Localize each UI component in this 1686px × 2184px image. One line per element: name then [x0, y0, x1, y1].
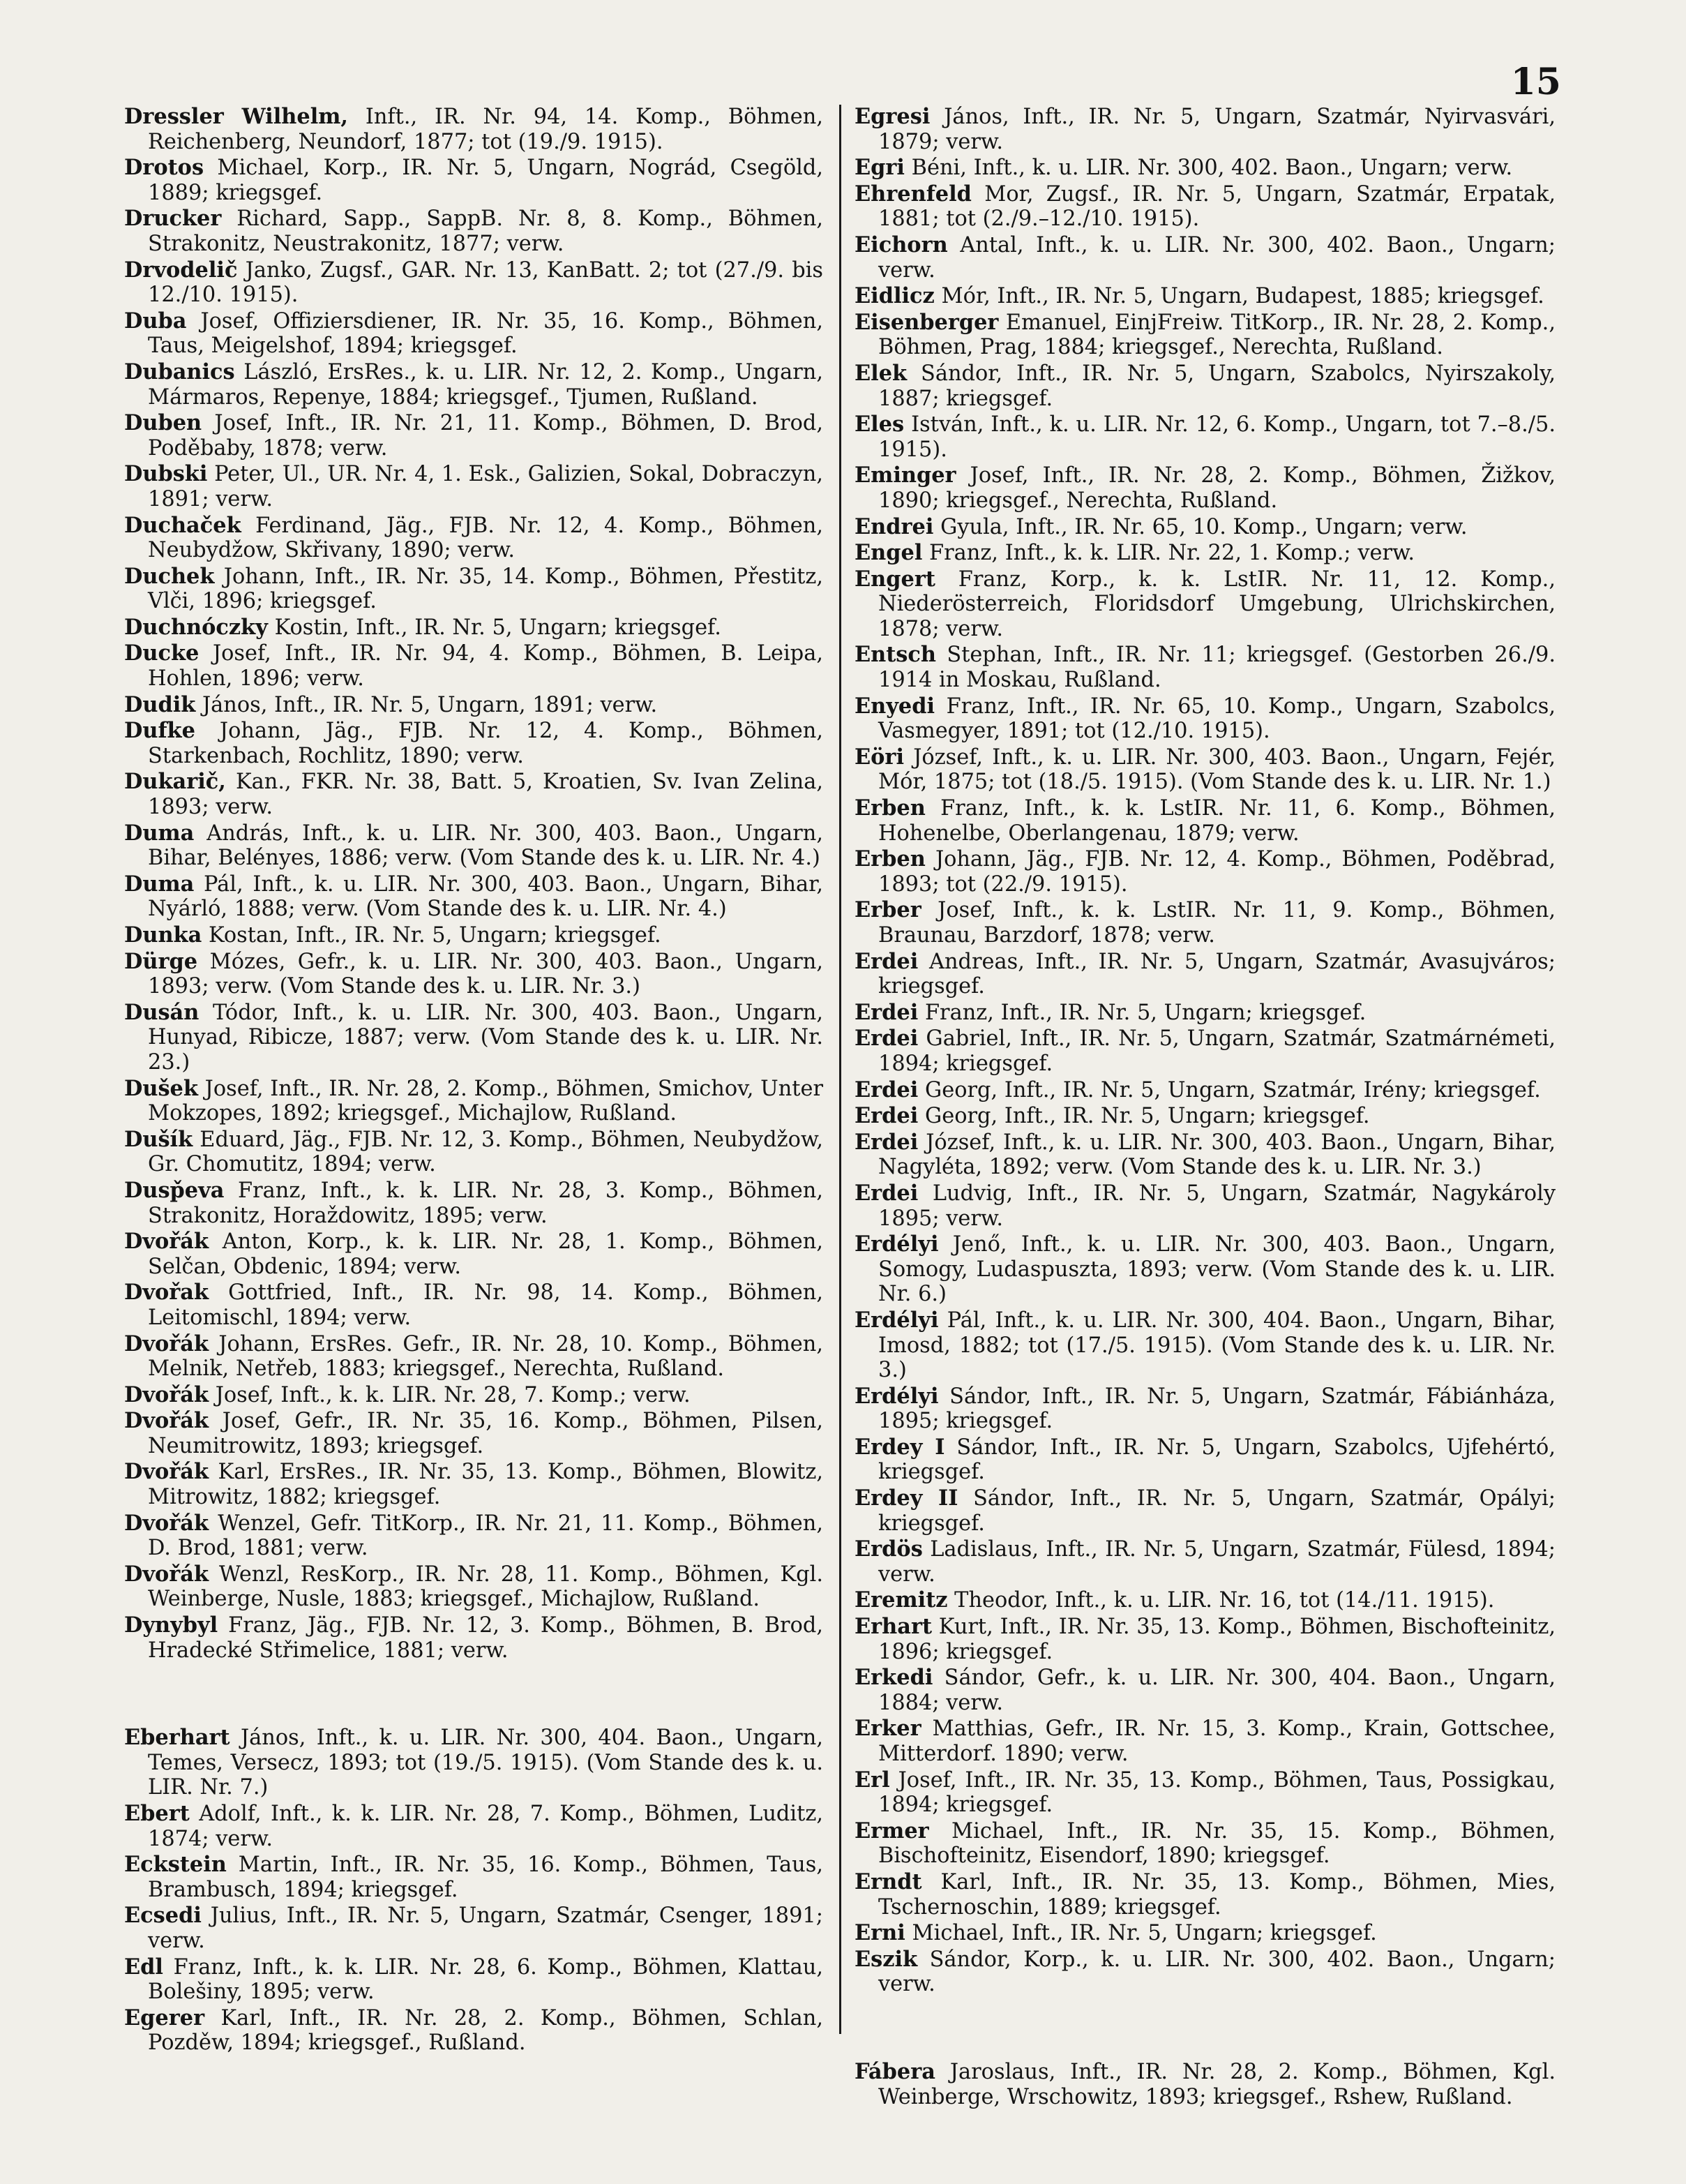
entry-surname: Erdei [855, 948, 919, 974]
entry-surname: Eöri [855, 744, 904, 770]
entry-surname: Engert [855, 566, 935, 592]
entry-surname: Erl [855, 1767, 890, 1793]
entry-details: Martin, Inft., IR. Nr. 35, 16. Komp., Böhmen, Taus, Brambusch, 1894; kriegsgef. [148, 1853, 823, 1902]
entry-details: Josef, Inft., IR. Nr. 21, 11. Komp., Böhmen, D. Brod, Poděbaby, 1878; verw. [148, 411, 823, 461]
entry-details: Jaroslaus, Inft., IR. Nr. 28, 2. Komp., Böhmen, Kgl. Weinberge, Wrschowitz, 1893; kriegsgef., Rshew, Rußland. [878, 2059, 1556, 2109]
entry-surname: Dubanics [124, 359, 235, 384]
entry-surname: Erben [855, 846, 926, 872]
entry-surname: Erdei [855, 1026, 919, 1052]
entry-details: Georg, Inft., IR. Nr. 5, Ungarn; kriegsgef. [918, 1104, 1370, 1129]
roster-entry [124, 105, 823, 154]
roster-entry [855, 643, 1556, 692]
entry-details: Janko, Zugsf., GAR. Nr. 13, KanBatt. 2; tot (27./9. bis 12./10. 1915). [148, 257, 823, 308]
entry-details: Johann, ErsRes. Gefr., IR. Nr. 28, 10. Komp., Böhmen, Melnik, Netřeb, 1883; kriegsgef., Nerechta, Rußland. [148, 1331, 823, 1382]
entry-surname: Dvořak [124, 1280, 209, 1306]
left-column [124, 105, 823, 2057]
roster-entry [124, 693, 823, 718]
roster-entry [855, 541, 1556, 566]
entry-surname: Dynybyl [124, 1613, 218, 1638]
roster-entry [855, 1615, 1556, 1664]
roster-entry [855, 567, 1556, 642]
roster-entry [124, 1511, 823, 1561]
entry-details: Mór, Inft., IR. Nr. 5, Ungarn, Budapest, 1885; kriegsgef. [934, 284, 1544, 309]
entry-details: Sándor, Inft., IR. Nr. 5, Ungarn, Szabolcs, Ujfehértó, kriegsgef. [878, 1435, 1556, 1485]
entry-surname: Dvořák [124, 1382, 209, 1407]
entry-details: Eduard, Jäg., FJB. Nr. 12, 3. Komp., Böhmen, Neubydžow, Gr. Chomutitz, 1894; verw. [148, 1127, 823, 1177]
roster-entry [855, 1768, 1556, 1818]
entry-surname: Egri [855, 155, 905, 181]
roster-entry [124, 1128, 823, 1177]
entry-details: Karl, ErsRes., IR. Nr. 35, 13. Komp., Böhmen, Blowitz, Mitrowitz, 1882; kriegsgef. [148, 1460, 823, 1510]
entry-details: Ladislaus, Inft., IR. Nr. 5, Ungarn, Szatmár, Fülesd, 1894; verw. [878, 1537, 1556, 1587]
roster-entry [855, 311, 1556, 360]
roster-entry [855, 694, 1556, 744]
entry-surname: Fábera [855, 2058, 935, 2084]
roster-entry [855, 1026, 1556, 1076]
entry-surname: Erber [855, 897, 921, 923]
roster-entry [124, 1409, 823, 1458]
entry-details: Inft., IR. Nr. 94, 14. Komp., Böhmen, Reichenberg, Neundorf, 1877; tot (19./9. 1915). [148, 105, 823, 154]
entry-surname: Eles [855, 412, 905, 437]
entry-details: József, Inft., k. u. LIR. Nr. 300, 403. Baon., Ungarn, Bihar, Nagyléta, 1892; verw. (Vom Stande des k. u. LIR. Nr. 3.) [878, 1130, 1556, 1180]
entry-details: Franz, Inft., k. k. LstIR. Nr. 11, 6. Komp., Böhmen, Hohenelbe, Oberlangenau, 1879; verw. [878, 796, 1556, 846]
entry-details: Richard, Sapp., SappB. Nr. 8, 8. Komp., Böhmen, Strakonitz, Neustrakonitz, 1877; verw. [148, 207, 823, 256]
entry-surname: Erdélyi [855, 1232, 939, 1257]
entry-details: József, Inft., k. u. LIR. Nr. 300, 403. Baon., Ungarn, Fejér, Mór, 1875; tot (18./5. 1915). (Vom Stande des k. u. LIR. Nr. 1.) [878, 745, 1556, 795]
entry-details: Franz, Inft., IR. Nr. 65, 10. Komp., Ungarn, Szabolcs, Vasmegyer, 1891; tot (12./10. 1915). [878, 694, 1556, 744]
entry-surname: Eisenberger [855, 309, 999, 335]
entry-details: Franz, Inft., k. k. LIR. Nr. 28, 6. Komp., Böhmen, Klattau, Bolešiny, 1895; verw. [148, 1954, 823, 2005]
entry-surname: Eckstein [124, 1852, 227, 1878]
entry-details: Franz, Inft., IR. Nr. 5, Ungarn; kriegsgef. [918, 1000, 1367, 1025]
entry-surname: Ehrenfeld [855, 181, 972, 207]
entry-surname: Dudik [124, 691, 196, 717]
roster-entry [855, 2060, 1556, 2109]
entry-details: Pál, Inft., k. u. LIR. Nr. 300, 403. Baon., Ungarn, Bihar, Nyárló, 1888; verw. (Vom Stande des k. u. LIR. Nr. 4.) [148, 872, 823, 922]
roster-entry [124, 1903, 823, 1953]
roster-entry [855, 1384, 1556, 1434]
roster-entry [855, 1537, 1556, 1587]
entry-details: Franz, Jäg., FJB. Nr. 12, 3. Komp., Böhmen, B. Brod, Hradecké Střimelice, 1881; verw. [148, 1613, 823, 1663]
roster-entry [124, 1001, 823, 1075]
entry-surname: Eberhart [124, 1725, 230, 1751]
entry-surname: Dubski [124, 461, 208, 487]
roster-entry [855, 233, 1556, 283]
entry-details: Tódor, Inft., k. u. LIR. Nr. 300, 403. Baon., Ungarn, Hunyad, Ribicze, 1887; verw. (Vom Stande des k. u. LIR. Nr. 23.) [148, 1000, 823, 1075]
roster-entry [124, 872, 823, 922]
entry-details: Gottfried, Inft., IR. Nr. 98, 14. Komp., Böhmen, Leitomischl, 1894; verw. [148, 1280, 823, 1330]
roster-entry [855, 1130, 1556, 1180]
roster-entry [124, 514, 823, 563]
roster-entry [855, 361, 1556, 411]
entry-details: Wenzl, ResKorp., IR. Nr. 28, 11. Komp., Böhmen, Kgl. Weinberge, Nusle, 1883; kriegsgef., Michajlow, Rußland. [148, 1562, 823, 1612]
entry-details: Josef, Inft., k. k. LIR. Nr. 28, 7. Komp.; verw. [209, 1382, 691, 1407]
entry-surname: Duchek [124, 563, 215, 589]
entry-surname: Duben [124, 410, 202, 436]
entry-details: Adolf, Inft., k. k. LIR. Nr. 28, 7. Komp., Böhmen, Luditz, 1874; verw. [148, 1802, 823, 1851]
page-number: 15 [1510, 61, 1561, 103]
entry-surname: Erdélyi [855, 1383, 939, 1409]
roster-entry [855, 105, 1556, 154]
entry-surname: Drucker [124, 206, 222, 232]
roster-entry [124, 1613, 823, 1663]
entry-details: Sándor, Inft., IR. Nr. 5, Ungarn, Szatmár, Opályi; kriegsgef. [878, 1486, 1556, 1536]
roster-entry [855, 1001, 1556, 1026]
roster-entry [124, 309, 823, 359]
entry-surname: Drvodelič [124, 257, 238, 283]
entry-surname: Erdei [855, 1077, 919, 1102]
roster-entry [855, 515, 1556, 540]
roster-entry [855, 1232, 1556, 1307]
entry-details: Josef, Offiziersdiener, IR. Nr. 35, 16. Komp., Böhmen, Taus, Meigelshof, 1894; kriegsgef. [148, 308, 823, 359]
entry-details: Sándor, Korp., k. u. LIR. Nr. 300, 402. Baon., Ungarn; verw. [878, 1947, 1556, 1997]
entry-details: Kostin, Inft., IR. Nr. 5, Ungarn; kriegsgef. [267, 615, 721, 640]
entry-details: Matthias, Gefr., IR. Nr. 15, 3. Komp., Krain, Gottschee, Mitterdorf. 1890; verw. [878, 1716, 1556, 1766]
entry-details: Antal, Inft., k. u. LIR. Nr. 300, 402. Baon., Ungarn; verw. [878, 232, 1556, 283]
roster-entry [855, 1716, 1556, 1766]
entry-details: Wenzel, Gefr. TitKorp., IR. Nr. 21, 11. Komp., Böhmen, D. Brod, 1881; verw. [148, 1511, 823, 1561]
entry-surname: Entsch [855, 642, 937, 668]
entry-surname: Erdey II [855, 1486, 958, 1511]
roster-entry [855, 796, 1556, 846]
roster-entry [124, 1229, 823, 1279]
entry-surname: Dvořák [124, 1408, 209, 1434]
roster-entry [124, 1726, 823, 1800]
roster-entry [124, 770, 823, 819]
entry-details: Karl, Inft., IR. Nr. 28, 2. Komp., Böhmen, Schlan, Pozděw, 1894; kriegsgef., Rußland. [148, 2005, 823, 2056]
roster-entry [124, 1562, 823, 1612]
entry-details: Karl, Inft., IR. Nr. 35, 13. Komp., Böhmen, Mies, Tschernoschin, 1889; kriegsgef. [878, 1869, 1556, 1920]
entry-surname: Dufke [124, 718, 195, 744]
entry-details: János, Inft., k. u. LIR. Nr. 300, 404. Baon., Ungarn, Temes, Versecz, 1893; tot (19./5. 1915). (Vom Stande des k. u. LIR. Nr. 7.) [148, 1726, 823, 1800]
entry-details: Julius, Inft., IR. Nr. 5, Ungarn, Szatmár, Csenger, 1891; verw. [148, 1903, 823, 1953]
entry-details: Jenő, Inft., k. u. LIR. Nr. 300, 403. Baon., Ungarn, Somogy, Ludaspuszta, 1893; verw. (Vom Stande des k. u. LIR. Nr. 6.) [878, 1232, 1556, 1307]
roster-entry [855, 1486, 1556, 1536]
entry-surname: Edl [124, 1954, 163, 1980]
entry-surname: Dressler Wilhelm, [124, 104, 348, 129]
column-divider [839, 105, 841, 2034]
roster-entry [124, 2006, 823, 2056]
entry-details: András, Inft., k. u. LIR. Nr. 300, 403. Baon., Ungarn, Bihar, Belényes, 1886; verw. (Vom Stande des k. u. LIR. Nr. 4.) [148, 821, 823, 871]
entry-surname: Dvořák [124, 1561, 209, 1587]
entry-details: László, ErsRes., k. u. LIR. Nr. 12, 2. Komp., Ungarn, Mármaros, Repenye, 1884; kriegsgef., Tjumen, Rußland. [148, 359, 823, 410]
entry-surname: Ducke [124, 641, 200, 666]
entry-surname: Dürge [124, 948, 198, 974]
entry-surname: Eidlicz [855, 283, 935, 309]
entry-surname: Dvořák [124, 1510, 209, 1536]
entry-details: Anton, Korp., k. k. LIR. Nr. 28, 1. Komp., Böhmen, Selčan, Obdenic, 1894; verw. [148, 1229, 823, 1279]
entry-surname: Dvořák [124, 1459, 209, 1485]
roster-entry [124, 1460, 823, 1509]
entry-details: Josef, Gefr., IR. Nr. 35, 16. Komp., Böhmen, Pilsen, Neumitrowitz, 1893; kriegsgef. [148, 1409, 823, 1458]
roster-entry [855, 745, 1556, 795]
entry-surname: Erdös [855, 1536, 923, 1562]
entry-surname: Erndt [855, 1869, 922, 1894]
roster-entry [855, 1947, 1556, 1997]
roster-entry [855, 1666, 1556, 1715]
roster-entry [124, 564, 823, 614]
entry-details: Emanuel, EinjFreiw. TitKorp., IR. Nr. 28, 2. Komp., Böhmen, Prag, 1884; kriegsgef., Nerechta, Rußland. [878, 310, 1556, 360]
entry-details: Mózes, Gefr., k. u. LIR. Nr. 300, 403. Baon., Ungarn, 1893; verw. (Vom Stande des k. u. LIR. Nr. 3.) [148, 949, 823, 999]
entry-surname: Dušek [124, 1075, 198, 1101]
roster-entry [124, 1955, 823, 2005]
roster-entry [855, 1104, 1556, 1129]
entry-details: Theodor, Inft., k. u. LIR. Nr. 16, tot (14./11. 1915). [947, 1588, 1495, 1613]
entry-details: Andreas, Inft., IR. Nr. 5, Ungarn, Szatmár, Avasujváros; kriegsgef. [878, 949, 1556, 999]
entry-details: Béni, Inft., k. u. LIR. Nr. 300, 402. Baon., Ungarn; verw. [904, 156, 1513, 181]
entry-surname: Eszik [855, 1946, 918, 1972]
roster-entry [855, 1435, 1556, 1485]
roster-entry [124, 258, 823, 308]
entry-details: Franz, Inft., k. k. LIR. Nr. 28, 3. Komp., Böhmen, Strakonitz, Horaždowitz, 1895; verw. [148, 1178, 823, 1228]
entry-details: Ferdinand, Jäg., FJB. Nr. 12, 4. Komp., Böhmen, Neubydžow, Skřivany, 1890; verw. [148, 513, 823, 563]
entry-surname: Dukarič, [124, 769, 226, 795]
right-column [855, 105, 1556, 2111]
entry-details: Gabriel, Inft., IR. Nr. 5, Ungarn, Szatmár, Szatmárnémeti, 1894; kriegsgef. [878, 1026, 1556, 1076]
roster-entry [855, 1078, 1556, 1103]
roster-entry [855, 463, 1556, 513]
entry-details: Sándor, Inft., IR. Nr. 5, Ungarn, Szatmár, Fábiánháza, 1895; kriegsgef. [878, 1384, 1556, 1434]
entry-details: Michael, Inft., IR. Nr. 35, 15. Komp., Böhmen, Bischofteinitz, Eisendorf, 1890; kriegsgef. [878, 1818, 1556, 1869]
entry-surname: Eremitz [855, 1587, 948, 1613]
roster-entry [855, 182, 1556, 232]
entry-details: Sándor, Inft., IR. Nr. 5, Ungarn, Szabolcs, Nyirszakoly, 1887; kriegsgef. [878, 361, 1556, 411]
entry-surname: Ecsedi [124, 1903, 202, 1929]
entry-surname: Egresi [855, 104, 931, 129]
section-gap [855, 1998, 1556, 2060]
roster-entry [124, 207, 823, 256]
roster-entry [124, 462, 823, 511]
entry-surname: Elek [855, 360, 908, 386]
entry-surname: Erker [855, 1716, 921, 1742]
roster-entry [124, 1179, 823, 1228]
roster-entry [855, 1181, 1556, 1231]
roster-entry [124, 1077, 823, 1126]
entry-surname: Endrei [855, 514, 934, 539]
entry-details: Ludvig, Inft., IR. Nr. 5, Ungarn, Szatmár, Nagykároly 1895; verw. [878, 1181, 1556, 1231]
entry-surname: Erni [855, 1920, 905, 1946]
entry-details: Kostan, Inft., IR. Nr. 5, Ungarn; kriegsgef. [202, 923, 661, 948]
entry-surname: Erdei [855, 1180, 919, 1206]
entry-surname: Erdei [855, 1103, 919, 1129]
entry-surname: Dusán [124, 999, 200, 1025]
entry-details: István, Inft., k. u. LIR. Nr. 12, 6. Komp., Ungarn, tot 7.–8./5. 1915). [878, 412, 1556, 462]
entry-details: Johann, Jäg., FJB. Nr. 12, 4. Komp., Böhmen, Poděbrad, 1893; tot (22./9. 1915). [878, 847, 1556, 897]
entry-details: Mor, Zugsf., IR. Nr. 5, Ungarn, Szatmár, Erpatak, 1881; tot (2./9.–12./10. 1915). [878, 181, 1556, 232]
entry-surname: Ebert [124, 1801, 190, 1826]
entry-surname: Erhart [855, 1614, 933, 1640]
entry-details: Michael, Korp., IR. Nr. 5, Ungarn, Nográd, Csegöld, 1889; kriegsgef. [148, 156, 823, 205]
entry-details: Sándor, Gefr., k. u. LIR. Nr. 300, 404. Baon., Ungarn, 1884; verw. [878, 1666, 1556, 1715]
entry-surname: Duchaček [124, 512, 241, 538]
roster-entry [855, 284, 1556, 309]
entry-surname: Dunka [124, 922, 202, 948]
entry-surname: Egerer [124, 2005, 205, 2030]
entry-details: Franz, Korp., k. k. LstIR. Nr. 11, 12. Komp., Niederösterreich, Floridsdorf Umgebung, Ulrichskirchen, 1878; verw. [878, 567, 1556, 641]
roster-entry [124, 1383, 823, 1408]
roster-entry [124, 1802, 823, 1851]
entry-details: Johann, Jäg., FJB. Nr. 12, 4. Komp., Böhmen, Starkenbach, Rochlitz, 1890; verw. [148, 719, 823, 768]
roster-entry [124, 360, 823, 410]
entry-surname: Engel [855, 540, 923, 566]
roster-entry [855, 898, 1556, 948]
entry-surname: Erdei [855, 999, 919, 1025]
roster-entry [855, 847, 1556, 897]
roster-entry [855, 1588, 1556, 1613]
roster-entry [855, 950, 1556, 999]
roster-entry [124, 1332, 823, 1382]
entry-details: Pál, Inft., k. u. LIR. Nr. 300, 404. Baon., Ungarn, Bihar, Imosd, 1882; tot (17./5. 1915). (Vom Stande des k. u. LIR. Nr. 3.) [878, 1308, 1556, 1383]
entry-surname: Ermer [855, 1818, 929, 1843]
roster-entry [124, 950, 823, 999]
roster-entry [124, 641, 823, 691]
roster-entry [855, 412, 1556, 462]
entry-surname: Drotos [124, 155, 204, 181]
entry-details: Josef, Inft., IR. Nr. 28, 2. Komp., Böhmen, Žižkov, 1890; kriegsgef., Nerechta, Rußland. [878, 463, 1556, 513]
entry-details: Franz, Inft., k. k. LIR. Nr. 22, 1. Komp.; verw. [922, 541, 1415, 566]
entry-surname: Dvořák [124, 1229, 209, 1255]
entry-surname: Erdey I [855, 1434, 945, 1460]
roster-entry [855, 1870, 1556, 1920]
entry-details: Georg, Inft., IR. Nr. 5, Ungarn, Szatmár, Irény; kriegsgef. [918, 1077, 1541, 1102]
section-gap [124, 1664, 823, 1726]
entry-details: Gyula, Inft., IR. Nr. 65, 10. Komp., Ungarn; verw. [933, 514, 1468, 539]
entry-surname: Duma [124, 871, 195, 897]
entry-surname: Duba [124, 308, 187, 334]
entry-surname: Eichorn [855, 232, 948, 257]
entry-surname: Dvořák [124, 1331, 209, 1356]
entry-surname: Duchnóczky [124, 614, 268, 640]
roster-entry [124, 156, 823, 205]
roster-entry [124, 719, 823, 768]
entry-surname: Erben [855, 795, 926, 821]
entry-details: Josef, Inft., k. k. LstIR. Nr. 11, 9. Komp., Böhmen, Braunau, Barzdorf, 1878; verw. [878, 898, 1556, 948]
entry-surname: Dušík [124, 1126, 193, 1152]
roster-entry [124, 1853, 823, 1902]
entry-details: Michael, Inft., IR. Nr. 5, Ungarn; kriegsgef. [905, 1921, 1377, 1946]
entry-details: Josef, Inft., IR. Nr. 28, 2. Komp., Böhmen, Smichov, Unter Mokzopes, 1892; kriegsgef., Michajlow, Rußland. [148, 1076, 823, 1126]
roster-entry [124, 1280, 823, 1330]
entry-surname: Eminger [855, 463, 956, 488]
entry-surname: Dusp̌eva [124, 1177, 225, 1203]
roster-entry [124, 821, 823, 871]
entry-details: Stephan, Inft., IR. Nr. 11; kriegsgef. (Gestorben 26./9. 1914 in Moskau, Rußland. [878, 643, 1556, 693]
roster-entry [124, 615, 823, 641]
entry-details: Josef, Inft., IR. Nr. 35, 13. Komp., Böhmen, Taus, Possigkau, 1894; kriegsgef. [878, 1767, 1556, 1818]
entry-details: Josef, Inft., IR. Nr. 94, 4. Komp., Böhmen, B. Leipa, Hohlen, 1896; verw. [148, 641, 823, 691]
entry-surname: Erkedi [855, 1665, 933, 1691]
entry-details: Kan., FKR. Nr. 38, Batt. 5, Kroatien, Sv. Ivan Zelina, 1893; verw. [148, 770, 823, 820]
entry-surname: Duma [124, 820, 195, 846]
roster-entry [124, 923, 823, 948]
entry-details: Kurt, Inft., IR. Nr. 35, 13. Komp., Böhmen, Bischofteinitz, 1896; kriegsgef. [878, 1615, 1556, 1664]
roster-entry [855, 1308, 1556, 1383]
entry-details: János, Inft., IR. Nr. 5, Ungarn, 1891; verw. [195, 692, 658, 717]
entry-surname: Erdélyi [855, 1307, 939, 1333]
entry-details: János, Inft., IR. Nr. 5, Ungarn, Szatmár, Nyirvasvári, 1879; verw. [878, 105, 1556, 154]
roster-entry [855, 1819, 1556, 1869]
roster-entry [855, 156, 1556, 181]
entry-details: Peter, Ul., UR. Nr. 4, 1. Esk., Galizien, Sokal, Dobraczyn, 1891; verw. [148, 462, 823, 511]
entry-details: Johann, Inft., IR. Nr. 35, 14. Komp., Böhmen, Přestitz, Vlči, 1896; kriegsgef. [148, 564, 823, 614]
roster-entry [855, 1921, 1556, 1946]
entry-surname: Erdei [855, 1129, 919, 1155]
entry-surname: Enyedi [855, 693, 935, 719]
roster-entry [124, 411, 823, 461]
